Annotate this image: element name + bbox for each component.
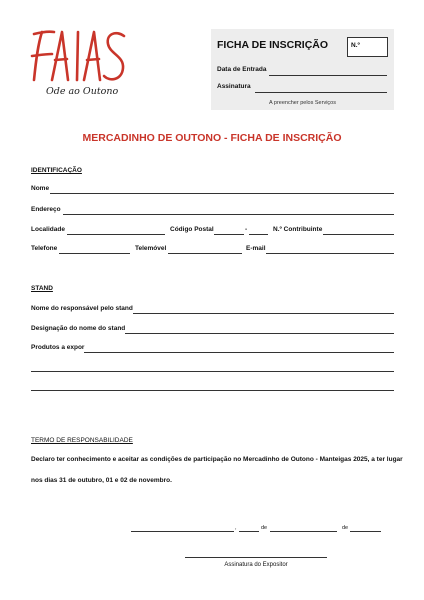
phone-field[interactable] xyxy=(59,253,130,254)
products-field-line-2[interactable] xyxy=(31,371,394,372)
entry-date-row xyxy=(217,66,387,76)
place-field[interactable] xyxy=(131,531,234,532)
entry-date-label: Data de Entrada xyxy=(217,66,267,73)
registration-number-field[interactable] xyxy=(347,37,388,57)
date-de-2: de xyxy=(342,525,349,531)
taxpayer-label: N.º Contribuinte xyxy=(273,226,323,233)
stand-name-label: Designação do nome do stand xyxy=(31,325,126,332)
postal-code-second-field[interactable] xyxy=(249,234,268,235)
postal-code-label: Código Postal xyxy=(170,226,214,233)
taxpayer-field[interactable] xyxy=(323,234,394,235)
address-field[interactable] xyxy=(63,214,394,215)
faias-logo-mark xyxy=(28,26,128,86)
products-field-line-3[interactable] xyxy=(31,390,394,391)
responsible-field[interactable] xyxy=(133,313,394,314)
office-box-title: FICHA DE INSCRIÇÃO xyxy=(217,39,329,51)
terms-text-line-2: nos dias 31 de outubro, 01 e 02 de novembro. xyxy=(31,477,172,484)
terms-text-line-1: Declaro ter conhecimento e aceitar as condições de participação no Mercadinho de Outono - Manteigas 2025, a ter lugar xyxy=(31,456,403,463)
products-label: Produtos a expor xyxy=(31,344,85,351)
registration-number-label: N.º xyxy=(351,42,360,49)
email-label: E-mail xyxy=(246,245,266,252)
office-note: A preencher pelos Serviços xyxy=(269,100,336,106)
postal-code-dash: - xyxy=(245,226,248,233)
phone-label: Telefone xyxy=(31,245,58,252)
office-signature-field[interactable] xyxy=(255,92,387,93)
date-de-1: de xyxy=(261,525,268,531)
products-field[interactable] xyxy=(84,352,394,353)
exhibitor-signature-field[interactable] xyxy=(185,557,327,558)
form-title: MERCADINHO DE OUTONO - FICHA DE INSCRIÇÃO xyxy=(82,132,342,144)
locality-label: Localidade xyxy=(31,226,65,233)
year-field[interactable] xyxy=(350,531,381,532)
day-field[interactable] xyxy=(239,531,259,532)
stand-name-field[interactable] xyxy=(125,333,394,334)
terms-heading: TERMO DE RESPONSABILIDADE xyxy=(31,437,133,444)
postal-code-first-field[interactable] xyxy=(214,234,244,235)
exhibitor-signature-caption: Assinatura do Expositor xyxy=(224,562,288,568)
mobile-label: Telemóvel xyxy=(135,245,167,252)
logo xyxy=(28,26,128,100)
office-signature-row xyxy=(217,83,387,93)
date-comma: , xyxy=(235,525,237,531)
mobile-field[interactable] xyxy=(168,253,242,254)
responsible-label: Nome do responsável pelo stand xyxy=(31,305,133,312)
name-field[interactable] xyxy=(50,193,394,194)
stand-heading: STAND xyxy=(31,285,53,292)
locality-field[interactable] xyxy=(67,234,165,235)
month-field[interactable] xyxy=(270,531,337,532)
address-label: Endereço xyxy=(31,206,61,213)
entry-date-field[interactable] xyxy=(269,75,387,76)
logo-tagline: Ode ao Outono xyxy=(46,86,119,97)
office-use-box xyxy=(211,29,394,110)
office-signature-label: Assinatura xyxy=(217,83,251,90)
name-label: Nome xyxy=(31,185,50,192)
identification-heading: IDENTIFICAÇÃO xyxy=(31,167,82,174)
email-field[interactable] xyxy=(266,253,394,254)
